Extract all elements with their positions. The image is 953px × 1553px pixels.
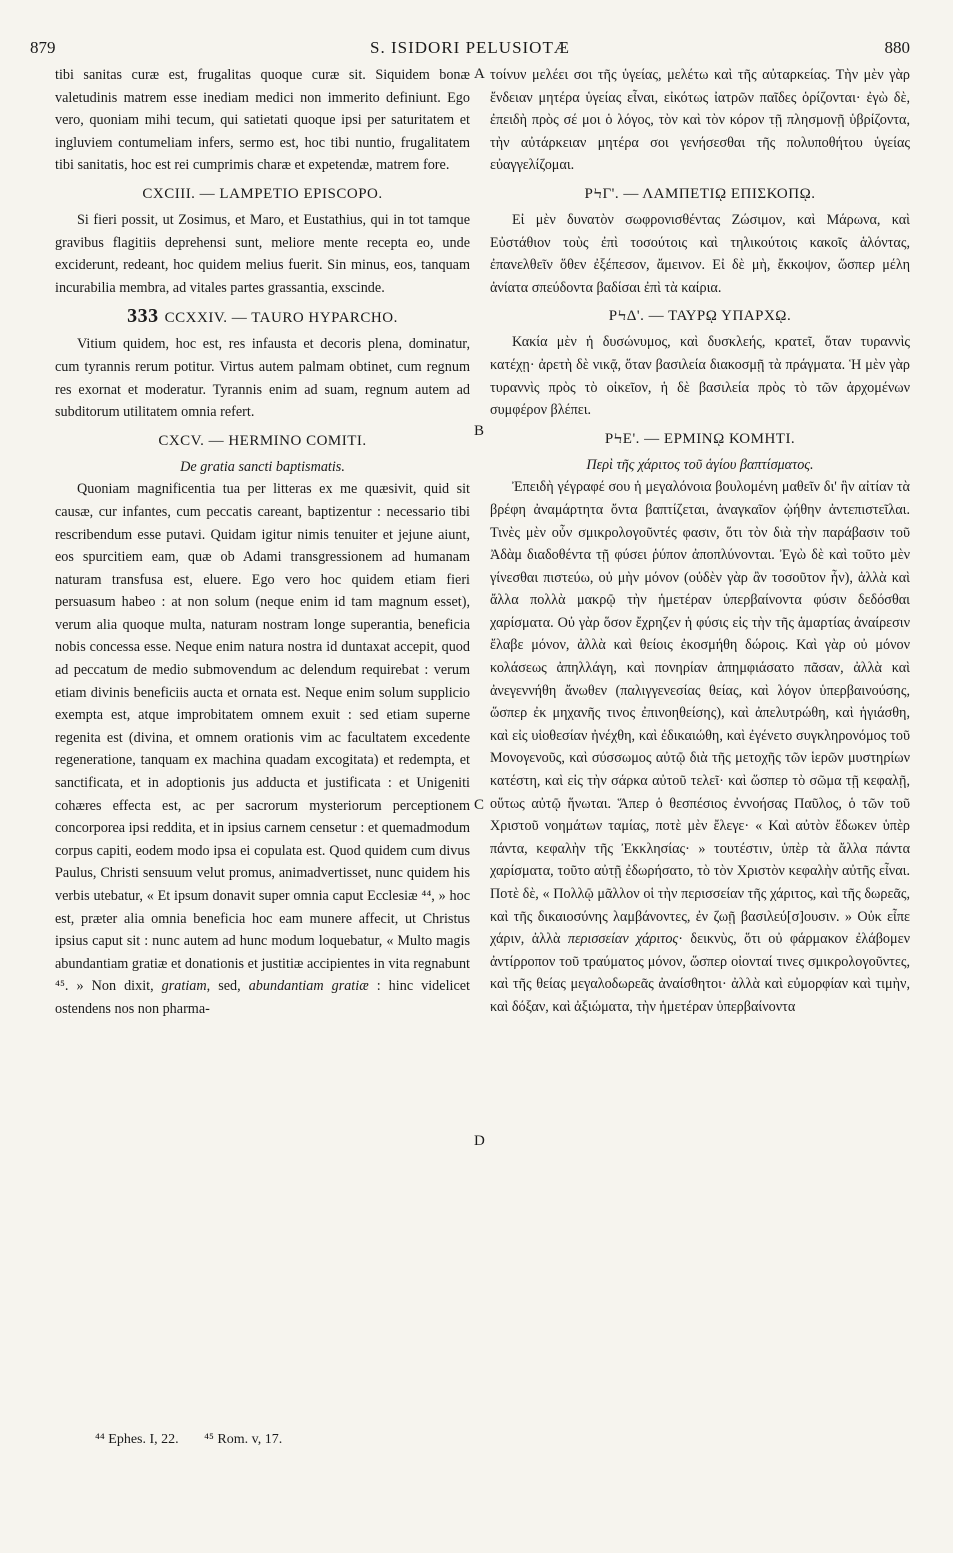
latin-paragraph-tauro: Vitium quidem, hoc est, res infausta et decoris plena, dominatur, cum tyrannis rerum potitur. Virtus autem palmam obtinet, cum regnum res exornat et moderatur. Tyrannis enim ad suam, regnum autem ad subditorum utilitatem omnia refert. (55, 336, 470, 421)
footnote-45: ⁴⁵ Rom. v, 17. (204, 1432, 283, 1447)
running-header (30, 38, 910, 62)
greek-subheading: Περὶ τῆς χάριτος τοῦ ἁγίου βαπτίσματος. (586, 456, 814, 473)
margin-letter-c: C (474, 797, 485, 813)
greek-text-run: Ἐπειδὴ γέγραφέ σου ἡ μεγαλόνοια βουλομένη μαθεῖν δι' ἣν αἰτίαν τὰ βρέφη ἀναμάρτητα ὄντα βαπτίζεται, ἀναγκαῖον ᾠήθην ἀντεπιστεῖλαι. Τινὲς μὲν οὖν σμικρολογοῦντές φασιν, ὅτι τὸν διὰ τὴν παράβασιν τοῦ Ἀδὰμ διαδοθέντα τῇ φύσει ῥύπον ἀποπλύνονται. Ἐγὼ δὲ καὶ τοῦτο μὲν γίνεσθαι πιστεύω, οὐ μὴν μόνον (οὐδὲν γὰρ ἂν τοσοῦτον ἦν), ἀλλὰ καὶ ἄλλα πολλὰ μακρῷ τὴν ἡμετέραν ὑπερβαίνοντα φύσιν δεδόσθαι χαρίσματα. Οὐ γὰρ ὅσον ἔχρηζεν ἡ φύσις εἰς τὴν τῆς ἁμαρτίας ἀναίρεσιν ἔλαβε μόνον, ἀλλὰ καὶ θείοις ἐκοσμήθη δώροις. Καὶ γὰρ οὐ μόνον κολάσεως ἀπηλλάγη, καὶ πονηρίαν ἀπημφιάσατο πᾶσαν, ἀλλὰ καὶ ἀνεγεννήθη ἄνωθεν (παλιγγενεσίας θείας, καὶ λόγον ὑπερβαινούσης, ὥσπερ ἐκ μηχανῆς τινος ἐπινοηθείσης), καὶ ἀπελυτρώθη, καὶ ἡγιάσθη, καὶ εἰς υἱοθεσίαν ἠνέχθη, καὶ ἐδικαιώθη, καὶ ἐγένετο συγκληρονόμος τοῦ Μονογενοῦς, καὶ σύσσωμος αὐτῷ διὰ τῆς μετοχῆς τῶν ἱερῶν μυστηρίων κατέστη, καὶ εἰς τὴν σάρκα αὐτοῦ τελεῖ· καὶ ὥσπερ τὸ σῶμα τῇ κεφαλῇ, οὕτως αὐτῷ ἥνωται. Ἅπερ ὁ θεσπέσιος ἐννοήσας Παῦλος, ὁ τῶν τοῦ Χριστοῦ νοημάτων ταμίας, ποτὲ μὲν ἔλεγε· « Καὶ αὐτὸν ἔδωκεν ὑπὲρ πάντα, κεφαλὴν τῆς Ἐκκλησίας· » τουτέστιν, ὑπὲρ τὰ ἄλλα πάντα χαρίσματα, τοῦτο αὐτῇ ἐδωρήσατο, τὸ τὸν Χριστὸν κεφαλὴν αὐτῆς εἶναι. Ποτὲ δὲ, « Πολλῷ μᾶλλον οἱ τὴν περισσείαν τῆς χάριτος, καὶ τῆς δωρεᾶς, καὶ τῆς δικαιοσύνης λαμβάνοντες, ἐν ζωῇ βασιλεύ[σ]ουσιν. » Οὐκ εἶπε χάριν, ἀλλὰ (490, 479, 910, 948)
latin-paragraph-hermino (55, 478, 470, 1020)
latin-heading-text: CCXXIV. — TAURO HYPARCHO. (164, 310, 398, 327)
greek-paragraph-lampetio: Εἰ μὲν δυνατὸν σωφρονισθέντας Ζώσιμον, καὶ Μάρωνα, καὶ Εὐστάθιον τοὺς ἐπὶ τοσούτοις καὶ τηλικούτοις κακοῖς ἁλόντας, ἐπανελθεῖν ὅθεν ἐξέπεσον, ἄμεινον. Εἰ δὲ μὴ, ἔκκοψον, ὥσπερ μέλη ἀνίατα σπεύδοντα βαδίσαι ἐπὶ τὰ καίρια. (490, 211, 910, 296)
greek-paragraph-intro: τοίνυν μελέει σοι τῆς ὑγείας, μελέτω καὶ τῆς αὐταρκείας. Τὴν μὲν γὰρ ἔνδειαν μητέρα ὑγείας εἶναι, εἰκότως ἰατρῶν παῖδες ὁρίζονται· ἐγὼ δὲ, ἐπειδὴ πρὸς σέ μοι ὁ λόγος, τὸν καὶ τὸν κόρον τῇ πλησμονῇ ὑβρίζοντα, τὴν αὐτάρκειαν μητέρα σοι γενήσεσθαι τῆς πολυποθήτου ὑγείας εὐαγγελίζομαι. (490, 67, 910, 174)
latin-text-run: : hinc videlicet ostendens nos non pharma- (55, 978, 470, 1017)
running-title: S. ISIDORI PELUSIOTÆ (370, 38, 570, 57)
latin-text-run: Quoniam magnificentia tua per litteras ex me quæsivit, quid sit causæ, cur infantes, cum peccatis careant, baptizentur : necessario tibi rescribendum esse putavi. Quidam igitur nimis tenuiter et jejune aiunt, eos spurcitiem eam, quæ ob Adami transgressionem ad humanam naturam transfusa est, eluere. Ego vero hoc quidem etiam fieri persuasum habeo : at non solum (neque enim id tam magnum esset), verum alia quoque multa, naturam nostram longe superantia, beneficia nobis concessa esse. Neque enim natura nostra id duntaxat accepit, quod ad peccatum de medio submovendum ac delendum requirebat : verum etiam divinis beneficiis aucta et ornata est. Neque enim solum supplicio exempta est, atque improbitatem omnem exuit : sed etiam superne regenita est (divina, et omnem orationis vim ac facultatem excedente regeneratione, tanquam ex machina quadam excogitata) et redempta, et sanctificata, et in adoptionis jus adducta et justificata : et Unigeniti cohæres effecta est, ac per sacrorum mysteriorum perceptionem concorporea ipsi reddita, et in ipsius carnem censetur : et quemadmodum corpus capiti, eodem modo ipsa ei copulata est. Quod quidem cum divus Paulus, Christi sensuum velut promus, animadvertisset, nunc quidem his verbis utebatur, « Et ipsum donavit super omnia caput Ecclesiæ ⁴⁴, » hoc est, præter alia omnia beneficia hoc eam munere affecit, ut Christus ipsius caput sit : nunc autem ad hunc modum loquebatur, « Multo magis abundantiam gratiæ et donationis et justitiæ accipientes in vita regnabunt ⁴⁵. » Non dixit, (55, 481, 470, 995)
latin-heading-cxciii: CXCIII. — LAMPETIO EPISCOPO. (142, 185, 383, 202)
latin-italic-run: abundantiam gratiæ (248, 978, 369, 995)
column-number: 333 (127, 305, 159, 328)
footnotes (95, 1432, 304, 1448)
greek-italic-run: περισσείαν χάριτος (567, 931, 679, 948)
greek-paragraph-hermino (490, 476, 910, 1018)
greek-column (490, 64, 910, 1019)
latin-heading-cxcv: CXCV. — HERMINO COMITI. (158, 432, 367, 449)
footnote-44: ⁴⁴ Ephes. I, 22. (95, 1432, 179, 1447)
latin-subheading: De gratia sancti baptismatis. (180, 458, 345, 475)
greek-heading-194: ΡϞΔ'. — ΤΑΥΡῼ ΥΠΑΡΧῼ. (608, 308, 792, 325)
latin-text-run: , sed, (206, 978, 249, 995)
page-number-right: 880 (884, 38, 910, 57)
latin-paragraph-intro: tibi sanitas curæ est, frugalitas quoque curæ sit. Siquidem bonæ valetudinis matrem esse inediam medici non immerito definiunt. Ego vero, quoniam mihi tecum, qui satietati quoque ipsi per saturitatem et ingluviem contumeliam infers, sermo est, hoc tibi nuntio, frugalitatem tibi sanitatis, hoc est rei cumprimis charæ et expetendæ, matrem fore. (55, 67, 470, 174)
greek-paragraph-tauro: Κακία μὲν ἡ δυσώνυμος, καὶ δυσκλεής, κρατεῖ, ὅταν τυραννὶς κατέχῃ· ἀρετὴ δὲ νικᾷ, ὅταν βασιλεία διακοσμῇ τὰ πράγματα. Ἡ μὲν γὰρ τυραννὶς πρὸς τὸ οἰκεῖον, ἡ δὲ βασιλεία πρὸς τὸ τῶν ἀρχομένων συμφέρον βλέπει. (490, 334, 910, 419)
latin-italic-run: gratiam (161, 978, 207, 995)
greek-heading-195: ΡϞΕ'. — ΕΡΜΙΝῼ ΚΟΜΗΤΙ. (604, 430, 796, 447)
latin-column (55, 64, 470, 1021)
greek-heading-193: ΡϞΓ'. — ΛΑΜΠΕΤΙῼ ΕΠΙΣΚΟΠῼ. (584, 185, 816, 202)
margin-letter-b: B (474, 423, 485, 439)
margin-letter-d: D (474, 1133, 485, 1149)
greek-text-run: · δεικνὺς, ὅτι οὐ φάρμακον ἐλάβομεν ἀντίρροπον τοῦ τραύματος μόνον, ὥσπερ οἰονταί τινες σμικρολογοῦντες, καὶ τῆς θείας μεγαλοδωρεᾶς ἀναίσθητοι· ἀλλὰ καὶ εὐμορφίαν καὶ τιμὴν, καὶ δόξαν, καὶ ἀξιώματα, τὴν ἡμετέραν ὑπερβαίνοντα (490, 931, 910, 1015)
latin-paragraph-lampetio: Si fieri possit, ut Zosimus, et Maro, et Eustathius, qui in tot tamque gravibus flagitiis deprehensi sunt, meliore mente recepta eo, unde exciderunt, redeant, hoc quidem melius fuerit. Sin minus, eos, tanquam incurabilia membra, ad vitales partes grassantia, exscinde. (55, 211, 470, 296)
margin-letter-a: A (474, 66, 485, 82)
latin-heading-ccxxiv (55, 305, 470, 329)
page-number-left: 879 (30, 38, 56, 57)
